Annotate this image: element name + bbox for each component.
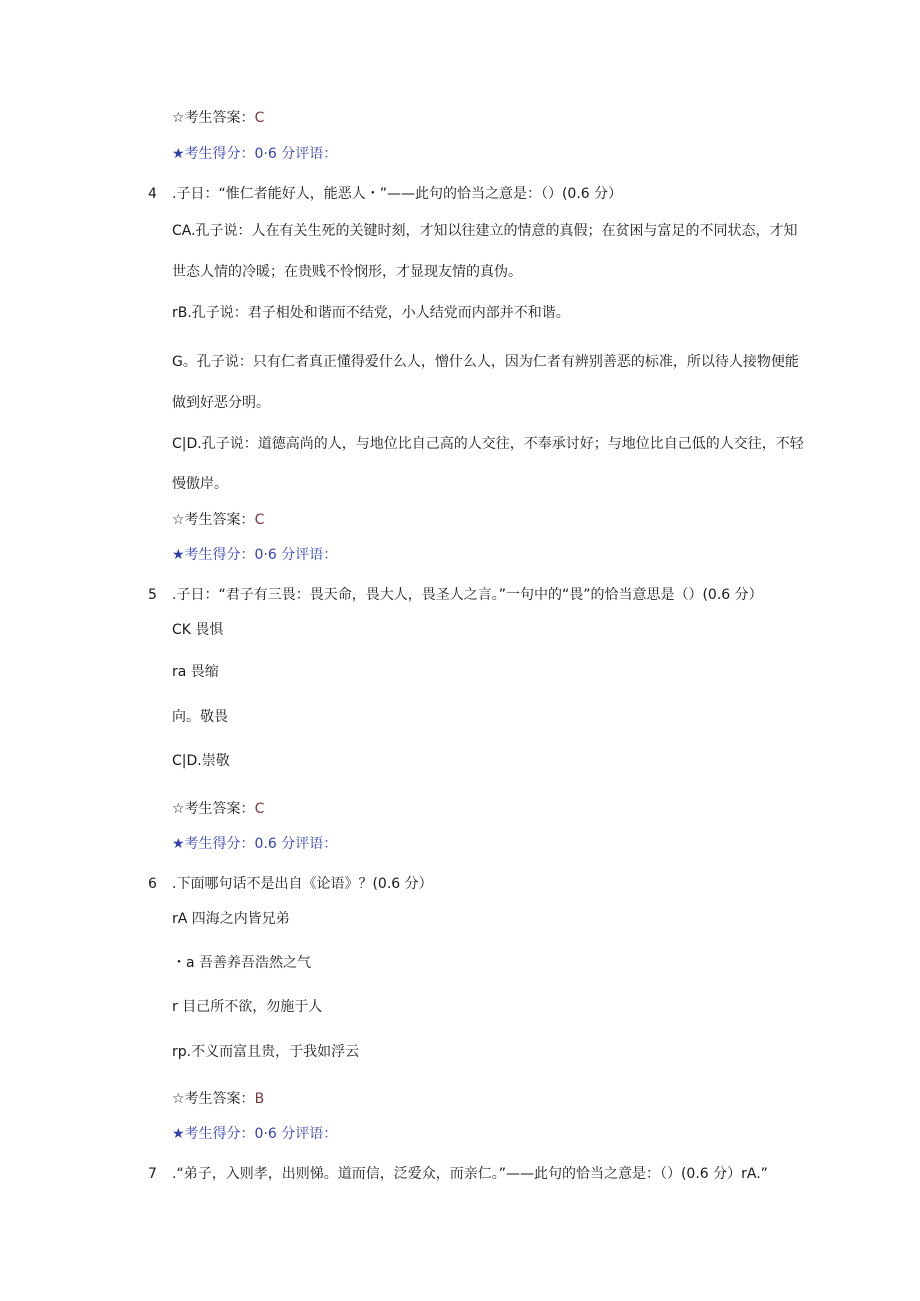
q4-score: ★考生得分：0·6 分评语：: [172, 547, 338, 563]
answer-value: C: [254, 110, 265, 126]
answer-label: ☆考生答案：: [172, 1091, 255, 1107]
q6-answer: [172, 1089, 264, 1109]
question-number: 7: [148, 1166, 157, 1182]
answer-value: C: [254, 512, 265, 528]
answer-value: B: [254, 1091, 265, 1107]
q5-score: ★考生得分：0.6 分评语：: [172, 836, 338, 852]
option-b[interactable]: ・a 吾善养吾浩然之气: [172, 955, 312, 971]
answer-label: ☆考生答案：: [172, 801, 255, 817]
option-d[interactable]: rp.不义而富且贵，于我如浮云: [172, 1044, 360, 1060]
option-d[interactable]: C|D.孔子说：道德高尚的人，与地位比自己高的人交往，不奉承讨好；与地位比自己低的人交往，不轻: [172, 436, 804, 452]
option-c[interactable]: r 目己所不欲，勿施于人: [172, 999, 323, 1015]
option-c[interactable]: G。孔子说：只有仁者真正懂得爱什么人，憎什么人，因为仁者有辨别善恶的标准，所以待人接物便能: [172, 354, 799, 370]
option-a[interactable]: CK 畏惧: [172, 622, 224, 638]
option-c[interactable]: 向。敬畏: [172, 709, 228, 725]
question-stem: .下面哪句话不是出自《论语》？(0.6 分）: [172, 876, 433, 892]
option-a[interactable]: rA 四海之内皆兄弟: [172, 911, 290, 927]
option-c-continued: 做到好恶分明。: [172, 395, 270, 411]
q6-score: ★考生得分：0·6 分评语：: [172, 1126, 338, 1142]
prev-score: ★考生得分：0·6 分评语：: [172, 146, 338, 162]
answer-value: C: [254, 801, 265, 817]
q4-answer: [172, 510, 264, 530]
option-d[interactable]: C|D.崇敬: [172, 753, 230, 769]
question-stem: .“弟子，入则孝，出则悌。道而信，泛爱众，而亲仁。”——此句的恰当之意是：（）(0.6 分）rA.”: [172, 1166, 768, 1182]
question-number: 6: [148, 876, 157, 892]
option-a[interactable]: CA.孔子说：人在有关生死的关键时刻，才知以往建立的情意的真假；在贫困与富足的不同状态，才知: [172, 223, 798, 239]
prev-answer: [172, 108, 264, 128]
q5-answer: [172, 799, 264, 819]
option-d-continued: 慢傲岸。: [172, 476, 228, 492]
option-b[interactable]: rB.孔子说：君子相处和谐而不结党，小人结党而内部并不和谐。: [172, 305, 570, 321]
answer-label: ☆考生答案：: [172, 512, 255, 528]
question-stem: .子日：“君子有三畏：畏天命，畏大人，畏圣人之言。”一句中的“畏”的恰当意思是（）(0.6 分）: [172, 587, 763, 603]
option-a-continued: 世态人情的冷暖；在贵贱不怜悯形，才显现友情的真伪。: [172, 264, 522, 280]
question-number: 4: [148, 186, 157, 202]
answer-label: ☆考生答案：: [172, 110, 255, 126]
option-b[interactable]: ra 畏缩: [172, 664, 219, 680]
question-number: 5: [148, 587, 157, 603]
question-stem: .子日：“惟仁者能好人，能恶人・”——此句的恰当之意是：（）(0.6 分）: [172, 186, 623, 202]
